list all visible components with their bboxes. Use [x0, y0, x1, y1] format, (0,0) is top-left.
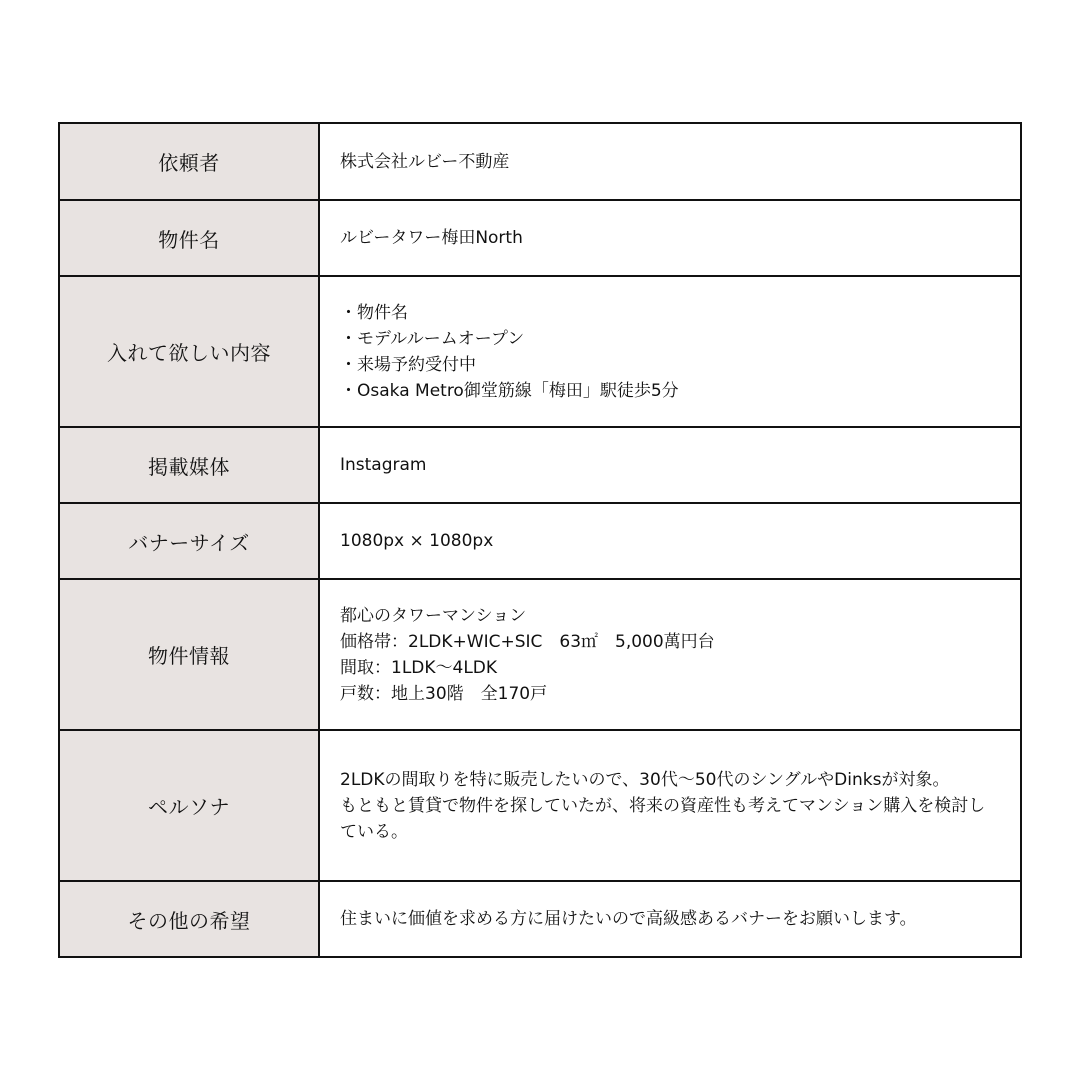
table-row-persona — [59, 730, 1021, 881]
persona-paragraph: 2LDKの間取りを特に販売したいので、30代〜50代のシングルやDinksが対象。 — [340, 769, 950, 790]
table-row-banner-size — [59, 503, 1021, 579]
required-content-item: ・Osaka Metro御堂筋線「梅田」駅徒歩5分 — [340, 380, 679, 401]
row-label-banner-size: バナーサイズ — [59, 503, 319, 579]
row-label-client: 依頼者 — [59, 123, 319, 200]
table-row-client — [59, 123, 1021, 200]
row-value-banner-size — [319, 503, 1021, 579]
persona-paragraph: もともと賃貸で物件を探していたが、将来の資産性も考えてマンション購入を検討している。 — [340, 795, 986, 842]
row-value-client — [319, 123, 1021, 200]
property-info-line: 間取：1LDK〜4LDK — [340, 657, 498, 678]
other-requests-text: 住まいに価値を求める方に届けたいので高級感あるバナーをお願いします。 — [340, 909, 917, 929]
property-info-line: 価格帯：2LDK+WIC+SIC 63㎡ 5,000萬円台 — [340, 631, 715, 652]
row-value-property-info — [319, 579, 1021, 730]
request-table — [58, 122, 1022, 958]
banner-size: 1080px × 1080px — [340, 531, 494, 551]
property-info-line: 都心のタワーマンション — [340, 605, 527, 626]
row-value-other-requests — [319, 881, 1021, 957]
row-label-media: 掲載媒体 — [59, 427, 319, 503]
table-row-media — [59, 427, 1021, 503]
row-label-required-content: 入れて欲しい内容 — [59, 276, 319, 427]
row-value-property-name — [319, 200, 1021, 276]
row-value-media — [319, 427, 1021, 503]
property-info-line: 戸数：地上30階 全170戸 — [340, 683, 548, 704]
client-name: 株式会社ルビー不動産 — [340, 151, 510, 172]
media-name: Instagram — [340, 455, 427, 475]
row-value-required-content — [319, 276, 1021, 427]
row-label-property-info: 物件情報 — [59, 579, 319, 730]
required-content-item: ・来場予約受付中 — [340, 354, 476, 375]
property-name: ルビータワー梅田North — [340, 228, 523, 248]
table-row-property-info — [59, 579, 1021, 730]
row-label-persona: ペルソナ — [59, 730, 319, 881]
row-label-other-requests: その他の希望 — [59, 881, 319, 957]
table-row-other-requests — [59, 881, 1021, 957]
required-content-item: ・モデルルームオープン — [340, 328, 525, 349]
row-value-persona — [319, 730, 1021, 881]
table-row-property-name — [59, 200, 1021, 276]
row-label-property-name: 物件名 — [59, 200, 319, 276]
required-content-item: ・物件名 — [340, 302, 408, 323]
table-row-required-content — [59, 276, 1021, 427]
